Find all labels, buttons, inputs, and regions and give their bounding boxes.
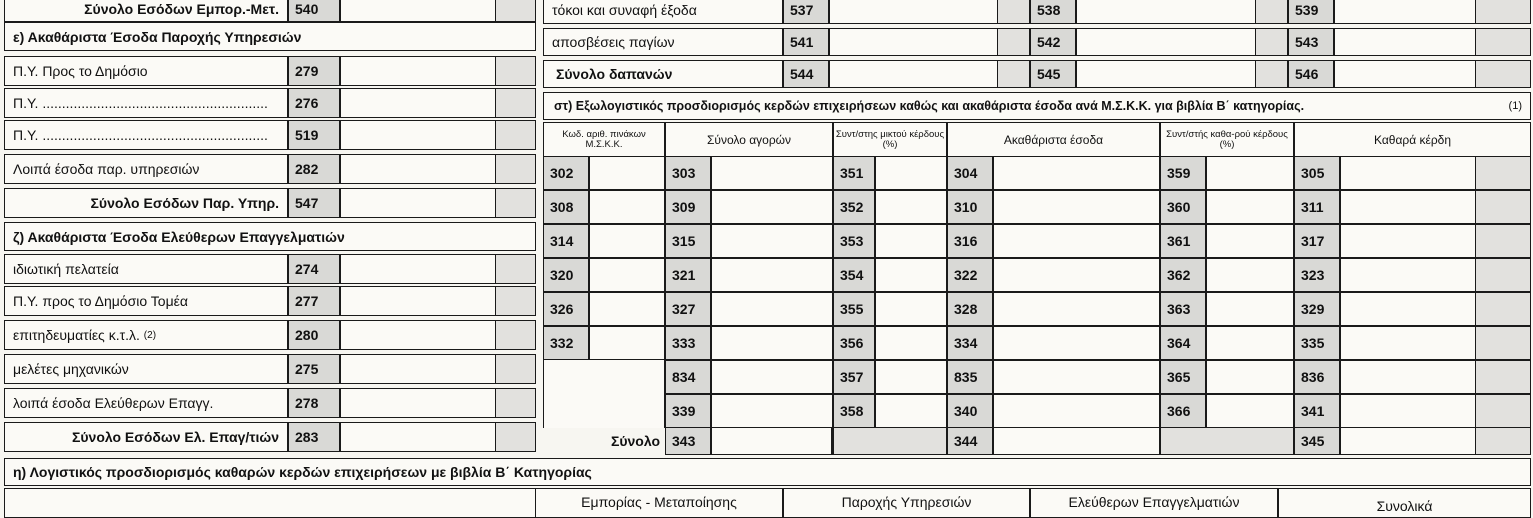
- input-314[interactable]: [589, 224, 665, 258]
- code-302: 302: [543, 156, 589, 190]
- row-279-label: Π.Υ. Προς το Δημόσιο: [13, 63, 148, 79]
- shaded-margin: [1475, 259, 1530, 291]
- code-303: 303: [665, 156, 711, 190]
- input-359[interactable]: [1206, 156, 1294, 190]
- row-274-label: ιδιωτική πελατεία: [13, 261, 119, 277]
- input-320[interactable]: [589, 258, 665, 292]
- input-543[interactable]: [1334, 28, 1531, 56]
- input-540[interactable]: [340, 0, 536, 22]
- code-316: 316: [947, 224, 993, 258]
- code-541: 541: [783, 28, 829, 56]
- blank-total-gp: [833, 427, 947, 455]
- code-836: 836: [1294, 360, 1340, 394]
- total-freelancers-label: Σύνολο Εσόδων Ελ. Επαγ/τιών: [71, 429, 279, 445]
- left-total-540-label-cell: [4, 0, 288, 22]
- input-323[interactable]: [1340, 258, 1531, 292]
- code-326: 326: [543, 292, 589, 326]
- input-519[interactable]: [340, 120, 536, 150]
- code-279: 279: [288, 56, 340, 86]
- code-539: 539: [1288, 0, 1334, 24]
- input-303[interactable]: [711, 156, 833, 190]
- row-276-label: Π.Υ. ..........................................................: [13, 95, 268, 111]
- code-542: 542: [1030, 28, 1076, 56]
- code-835: 835: [947, 360, 993, 394]
- input-304[interactable]: [993, 156, 1160, 190]
- code-276: 276: [288, 88, 340, 118]
- input-339[interactable]: [711, 394, 833, 428]
- input-366[interactable]: [1206, 394, 1294, 428]
- input-835[interactable]: [993, 360, 1160, 394]
- code-305: 305: [1294, 156, 1340, 190]
- code-343: 343: [665, 427, 711, 455]
- code-546: 546: [1288, 60, 1334, 88]
- code-354: 354: [833, 258, 875, 292]
- input-365[interactable]: [1206, 360, 1294, 394]
- code-352: 352: [833, 190, 875, 224]
- input-340[interactable]: [993, 394, 1160, 428]
- input-357[interactable]: [875, 360, 947, 394]
- shaded-margin: [1475, 191, 1530, 223]
- input-333[interactable]: [711, 326, 833, 360]
- total-services-label: Σύνολο Εσόδων Παρ. Υπηρ.: [90, 195, 279, 211]
- input-275[interactable]: [340, 354, 536, 384]
- input-345[interactable]: [1340, 427, 1531, 455]
- input-344[interactable]: [993, 427, 1160, 455]
- input-302[interactable]: [589, 156, 665, 190]
- row-280-label-wrap: [13, 321, 156, 349]
- header-net-profit: Καθαρά κέρδη: [1294, 122, 1531, 158]
- code-282: 282: [288, 154, 340, 184]
- header-msk-code: Κωδ. αριθ. πινάκων Μ.Σ.Κ.Κ.: [543, 122, 665, 158]
- input-343[interactable]: [711, 427, 833, 455]
- code-344: 344: [947, 427, 993, 455]
- input-544[interactable]: [829, 60, 1030, 88]
- row-519-label: Π.Υ. ..........................................................: [13, 127, 268, 143]
- input-316[interactable]: [993, 224, 1160, 258]
- code-538: 538: [1030, 0, 1076, 24]
- code-309: 309: [665, 190, 711, 224]
- code-283: 283: [288, 422, 340, 452]
- code-545: 545: [1030, 60, 1076, 88]
- code-345: 345: [1294, 427, 1340, 455]
- shaded-margin: [1475, 361, 1530, 393]
- code-334: 334: [947, 326, 993, 360]
- code-351: 351: [833, 156, 875, 190]
- code-519: 519: [288, 120, 340, 150]
- section-z-title: ζ) Ακαθάριστα Έσοδα Ελεύθερων Επαγγελματιών: [13, 228, 345, 245]
- input-351[interactable]: [875, 156, 947, 190]
- section-h-title: η) Λογιστικός προσδιορισμός καθαρών κερδών επιχειρήσεων με βιβλία Β΄ Κατηγορίας: [13, 464, 592, 480]
- row-278-label-cell: [4, 388, 288, 418]
- code-366: 366: [1160, 394, 1206, 428]
- row-280-label: επιτηδευματίες κ.τ.λ.: [13, 327, 140, 343]
- input-317[interactable]: [1340, 224, 1531, 258]
- empty-msk-cell: [543, 360, 665, 394]
- code-540: 540: [288, 0, 340, 22]
- blank-total-np: [1160, 427, 1294, 455]
- header-net-profit-coef: Συντ/στής καθα-ρού κέρδους (%): [1160, 122, 1294, 158]
- row-depreciation-label-cell: [543, 28, 783, 56]
- code-308: 308: [543, 190, 589, 224]
- code-329: 329: [1294, 292, 1340, 326]
- code-335: 335: [1294, 326, 1340, 360]
- code-362: 362: [1160, 258, 1206, 292]
- input-327[interactable]: [711, 292, 833, 326]
- input-310[interactable]: [993, 190, 1160, 224]
- header-services: Παροχής Υπηρεσιών: [783, 488, 1030, 518]
- code-355: 355: [833, 292, 875, 326]
- row-277-label-cell: [4, 286, 288, 316]
- row-274-label-cell: [4, 254, 288, 284]
- input-335[interactable]: [1340, 326, 1531, 360]
- row-275-label: μελέτες μηχανικών: [13, 361, 129, 377]
- code-310: 310: [947, 190, 993, 224]
- row-279-label-cell: [4, 56, 288, 86]
- row-total-expenses-label-cell: [543, 60, 783, 88]
- input-332[interactable]: [589, 326, 665, 360]
- input-334[interactable]: [993, 326, 1160, 360]
- code-359: 359: [1160, 156, 1206, 190]
- row-280-label-cell: [4, 320, 288, 350]
- code-353: 353: [833, 224, 875, 258]
- code-363: 363: [1160, 292, 1206, 326]
- input-280[interactable]: [340, 320, 536, 350]
- input-305[interactable]: [1340, 156, 1531, 190]
- input-341[interactable]: [1340, 394, 1531, 428]
- input-277[interactable]: [340, 286, 536, 316]
- input-279[interactable]: [340, 56, 536, 86]
- header-total: Συνολικά: [1278, 488, 1531, 518]
- code-277: 277: [288, 286, 340, 316]
- input-354[interactable]: [875, 258, 947, 292]
- input-546[interactable]: [1334, 60, 1531, 88]
- input-276[interactable]: [340, 88, 536, 118]
- input-309[interactable]: [711, 190, 833, 224]
- row-282-label-cell: [4, 154, 288, 184]
- row-283-label-cell: [4, 422, 288, 452]
- input-537[interactable]: [829, 0, 1030, 24]
- input-362[interactable]: [1206, 258, 1294, 292]
- code-544: 544: [783, 60, 829, 88]
- row-interest-label-cell: [543, 0, 783, 24]
- code-360: 360: [1160, 190, 1206, 224]
- input-328[interactable]: [993, 292, 1160, 326]
- row-depreciation-label: αποσβέσεις παγίων: [552, 34, 675, 50]
- code-341: 341: [1294, 394, 1340, 428]
- input-278[interactable]: [340, 388, 536, 418]
- code-547: 547: [288, 188, 340, 218]
- code-328: 328: [947, 292, 993, 326]
- code-275: 275: [288, 354, 340, 384]
- code-311: 311: [1294, 190, 1340, 224]
- input-361[interactable]: [1206, 224, 1294, 258]
- footnote-1-marker: (1): [1508, 100, 1522, 112]
- input-352[interactable]: [875, 190, 947, 224]
- code-280: 280: [288, 320, 340, 350]
- header-total-purchases: Σύνολο αγορών: [665, 122, 833, 158]
- code-339: 339: [665, 394, 711, 428]
- row-278-label: λοιπά έσοδα Ελεύθερων Επαγγ.: [13, 395, 214, 411]
- code-314: 314: [543, 224, 589, 258]
- code-357: 357: [833, 360, 875, 394]
- input-329[interactable]: [1340, 292, 1531, 326]
- code-333: 333: [665, 326, 711, 360]
- shaded-margin: [1475, 157, 1530, 189]
- row-interest-label: τόκοι και συναφή έξοδα: [552, 2, 697, 18]
- input-541[interactable]: [829, 28, 1030, 56]
- input-282[interactable]: [340, 154, 536, 184]
- code-327: 327: [665, 292, 711, 326]
- input-836[interactable]: [1340, 360, 1531, 394]
- header-gross-profit-coef: Συντ/στης μικτού κέρδους (%): [833, 122, 947, 158]
- shaded-margin: [1475, 225, 1530, 257]
- input-360[interactable]: [1206, 190, 1294, 224]
- input-274[interactable]: [340, 254, 536, 284]
- code-274: 274: [288, 254, 340, 284]
- shaded-margin: [1475, 293, 1530, 325]
- input-834[interactable]: [711, 360, 833, 394]
- input-322[interactable]: [993, 258, 1160, 292]
- code-361: 361: [1160, 224, 1206, 258]
- input-308[interactable]: [589, 190, 665, 224]
- input-356[interactable]: [875, 326, 947, 360]
- input-363[interactable]: [1206, 292, 1294, 326]
- input-545[interactable]: [1076, 60, 1288, 88]
- row-276-label-cell: [4, 88, 288, 118]
- row-547-label-cell: [4, 188, 288, 218]
- code-320: 320: [543, 258, 589, 292]
- row-275-label-cell: [4, 354, 288, 384]
- code-278: 278: [288, 388, 340, 418]
- input-315[interactable]: [711, 224, 833, 258]
- code-317: 317: [1294, 224, 1340, 258]
- footnote-2-marker: (2): [143, 329, 157, 341]
- code-358: 358: [833, 394, 875, 428]
- total-commerce-label: Σύνολο Εσόδων Εμπορ.-Μετ.: [84, 1, 279, 17]
- input-311[interactable]: [1340, 190, 1531, 224]
- section-h-title-cell: [4, 458, 1531, 486]
- input-358[interactable]: [875, 394, 947, 428]
- section-st-title: στ) Εξωλογιστικός προσδιορισμός κερδών επιχειρήσεων καθώς και ακαθάριστα έσοδα ανά Μ.Σ.Κ.Κ. για βιβλία Β΄ κατηγορίας.: [554, 99, 1305, 113]
- code-340: 340: [947, 394, 993, 428]
- section-z-title-cell: [4, 222, 536, 251]
- input-321[interactable]: [711, 258, 833, 292]
- row-282-label: Λοιπά έσοδα παρ. υπηρεσιών: [13, 161, 200, 177]
- code-323: 323: [1294, 258, 1340, 292]
- header-gross-revenue: Ακαθάριστα έσοδα: [947, 122, 1160, 158]
- code-364: 364: [1160, 326, 1206, 360]
- input-355[interactable]: [875, 292, 947, 326]
- shaded-margin: [1475, 395, 1530, 427]
- shaded-margin: [1475, 327, 1530, 359]
- code-543: 543: [1288, 28, 1334, 56]
- input-364[interactable]: [1206, 326, 1294, 360]
- code-356: 356: [833, 326, 875, 360]
- input-326[interactable]: [589, 292, 665, 326]
- header-commerce: Εμπορίας - Μεταποίησης: [535, 488, 783, 518]
- code-321: 321: [665, 258, 711, 292]
- code-332: 332: [543, 326, 589, 360]
- code-537: 537: [783, 0, 829, 24]
- empty-msk-cell: [543, 394, 665, 428]
- input-542[interactable]: [1076, 28, 1288, 56]
- row-total-expenses-label: Σύνολο δαπανών: [556, 66, 673, 82]
- code-315: 315: [665, 224, 711, 258]
- input-539[interactable]: [1334, 0, 1531, 24]
- section-e-title: ε) Ακαθάριστα Έσοδα Παροχής Υπηρεσιών: [13, 28, 302, 45]
- row-277-label: Π.Υ. προς το Δημόσιο Τομέα: [13, 293, 188, 309]
- total-row-label: Σύνολο: [610, 433, 660, 449]
- section-st-title-cell: [543, 92, 1531, 120]
- row-519-label-cell: [4, 120, 288, 150]
- input-538[interactable]: [1076, 0, 1288, 24]
- input-283[interactable]: [340, 422, 536, 452]
- code-322: 322: [947, 258, 993, 292]
- code-834: 834: [665, 360, 711, 394]
- code-304: 304: [947, 156, 993, 190]
- header-freelancers: Ελεύθερων Επαγγελματιών: [1030, 488, 1278, 518]
- input-353[interactable]: [875, 224, 947, 258]
- section-e-title-cell: [4, 22, 536, 51]
- code-365: 365: [1160, 360, 1206, 394]
- input-547[interactable]: [340, 188, 536, 218]
